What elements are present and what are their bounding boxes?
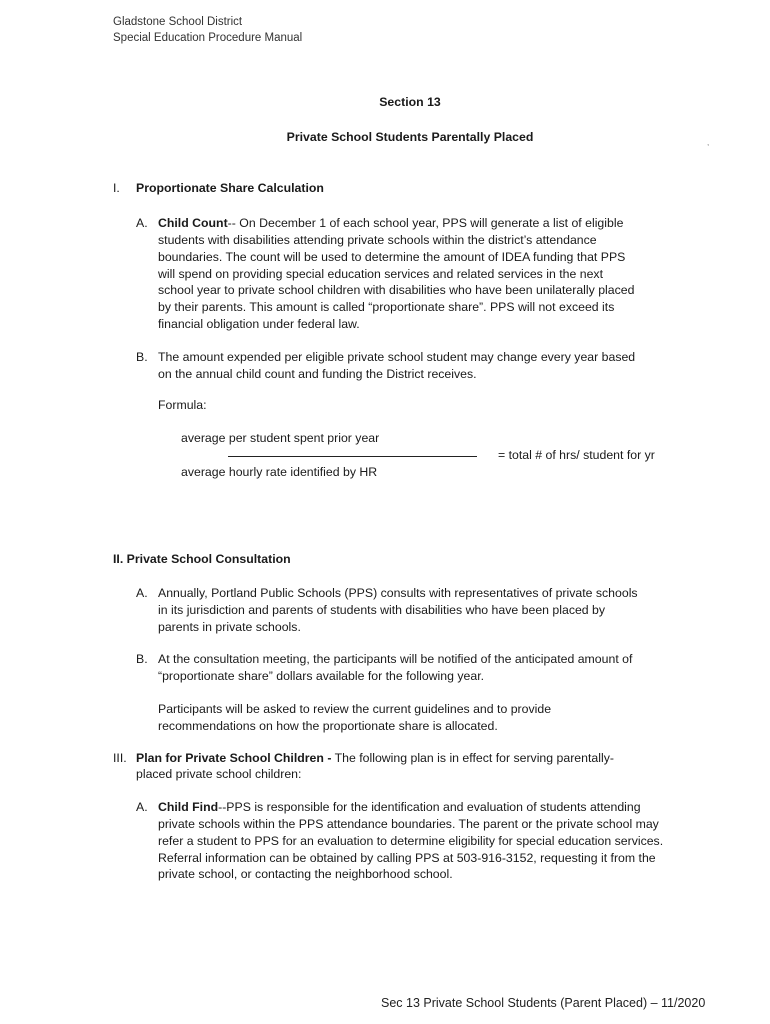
section3-heading: Plan for Private School Children -: [136, 751, 332, 765]
paragraph-line: private school, or contacting the neighborhood school.: [158, 867, 453, 882]
paragraph-line: in its jurisdiction and parents of students with disabilities who have been placed by: [158, 602, 606, 617]
page-footer: Sec 13 Private School Students (Parent Placed) – 11/2020: [381, 996, 706, 1010]
paragraph-line: financial obligation under federal law.: [158, 316, 360, 331]
child-find-first-rest: --PPS is responsible for the identification and evaluation of students attending: [218, 800, 641, 814]
section1-b-letter: B.: [136, 350, 148, 364]
paragraph-line: recommendations on how the proportionate share is allocated.: [158, 718, 498, 733]
paragraph-line: refer a student to PPS for an evaluation to determine eligibility for special education services.: [158, 833, 664, 848]
section2-a-body: [158, 585, 638, 635]
header-manual: Special Education Procedure Manual: [113, 32, 303, 44]
paragraph-line: At the consultation meeting, the participants will be notified of the anticipated amount of: [158, 652, 633, 666]
child-count-first-rest: -- On December 1 of each school year, PPS will generate a list of eligible: [227, 216, 624, 230]
section3-heading-line2: placed private school children:: [136, 767, 302, 781]
paragraph-line: students with disabilities attending private schools within the district’s attendance: [158, 233, 597, 247]
formula-numerator: average per student spent prior year: [181, 431, 380, 445]
paragraph-line: school year to private school children with disabilities who have been unilaterally placed: [158, 283, 635, 298]
section2-b-body: [158, 651, 632, 685]
child-count-lead: Child Count: [158, 216, 228, 230]
section3-heading-rest: The following plan is in effect for serving parentally-: [331, 751, 614, 765]
section1-b-body: [158, 349, 635, 383]
formula-label: Formula:: [158, 398, 207, 412]
paragraph-line: by their parents. This amount is called “proportionate share”. PPS will not exceed its: [158, 300, 615, 315]
section-subtitle: Private School Students Parentally Placed: [286, 130, 534, 144]
section1-a-first-line: [158, 215, 623, 232]
participants-paragraph: [158, 701, 551, 735]
section1-heading: Proportionate Share Calculation: [136, 181, 324, 195]
paragraph-line: The amount expended per eligible private school student may change every year based: [158, 350, 636, 364]
section3-a-letter: A.: [136, 800, 148, 814]
header-district: Gladstone School District: [113, 16, 243, 28]
section1-numeral: I.: [113, 181, 120, 195]
section2-b-letter: B.: [136, 652, 148, 666]
section2-heading: II. Private School Consultation: [113, 552, 291, 566]
paragraph-line: private schools within the PPS attendance boundaries. The parent or the private school may: [158, 817, 659, 831]
child-find-lead: Child Find: [158, 800, 219, 814]
formula-result: = total # of hrs/ student for yr: [498, 448, 655, 462]
fraction-bar: [228, 456, 477, 457]
paragraph-line: Participants will be asked to review the current guidelines and to provide: [158, 702, 552, 716]
section3-a-body: [158, 816, 663, 883]
section-title: Section 13: [379, 95, 441, 109]
paragraph-line: on the annual child count and funding the District receives.: [158, 366, 477, 381]
paragraph-line: will spend on providing special education services and related services in the next: [158, 266, 603, 281]
paragraph-line: Referral information can be obtained by calling PPS at 503-916-3152, requesting it from the: [158, 850, 656, 865]
paragraph-line: “proportionate share” dollars available for the following year.: [158, 668, 485, 683]
section3-numeral: III.: [113, 751, 127, 765]
paragraph-line: Annually, Portland Public Schools (PPS) consults with representatives of private schools: [158, 586, 638, 600]
paragraph-line: boundaries. The count will be used to determine the amount of IDEA funding that PPS: [158, 249, 626, 264]
stray-mark: ,: [707, 138, 710, 147]
formula-denominator: average hourly rate identified by HR: [181, 465, 378, 479]
section3-a-first-line: [158, 799, 641, 816]
section3-heading-line: [136, 750, 614, 767]
section1-a-body: [158, 232, 634, 333]
section2-a-letter: A.: [136, 586, 148, 600]
paragraph-line: parents in private schools.: [158, 619, 301, 634]
section1-a-letter: A.: [136, 216, 148, 230]
